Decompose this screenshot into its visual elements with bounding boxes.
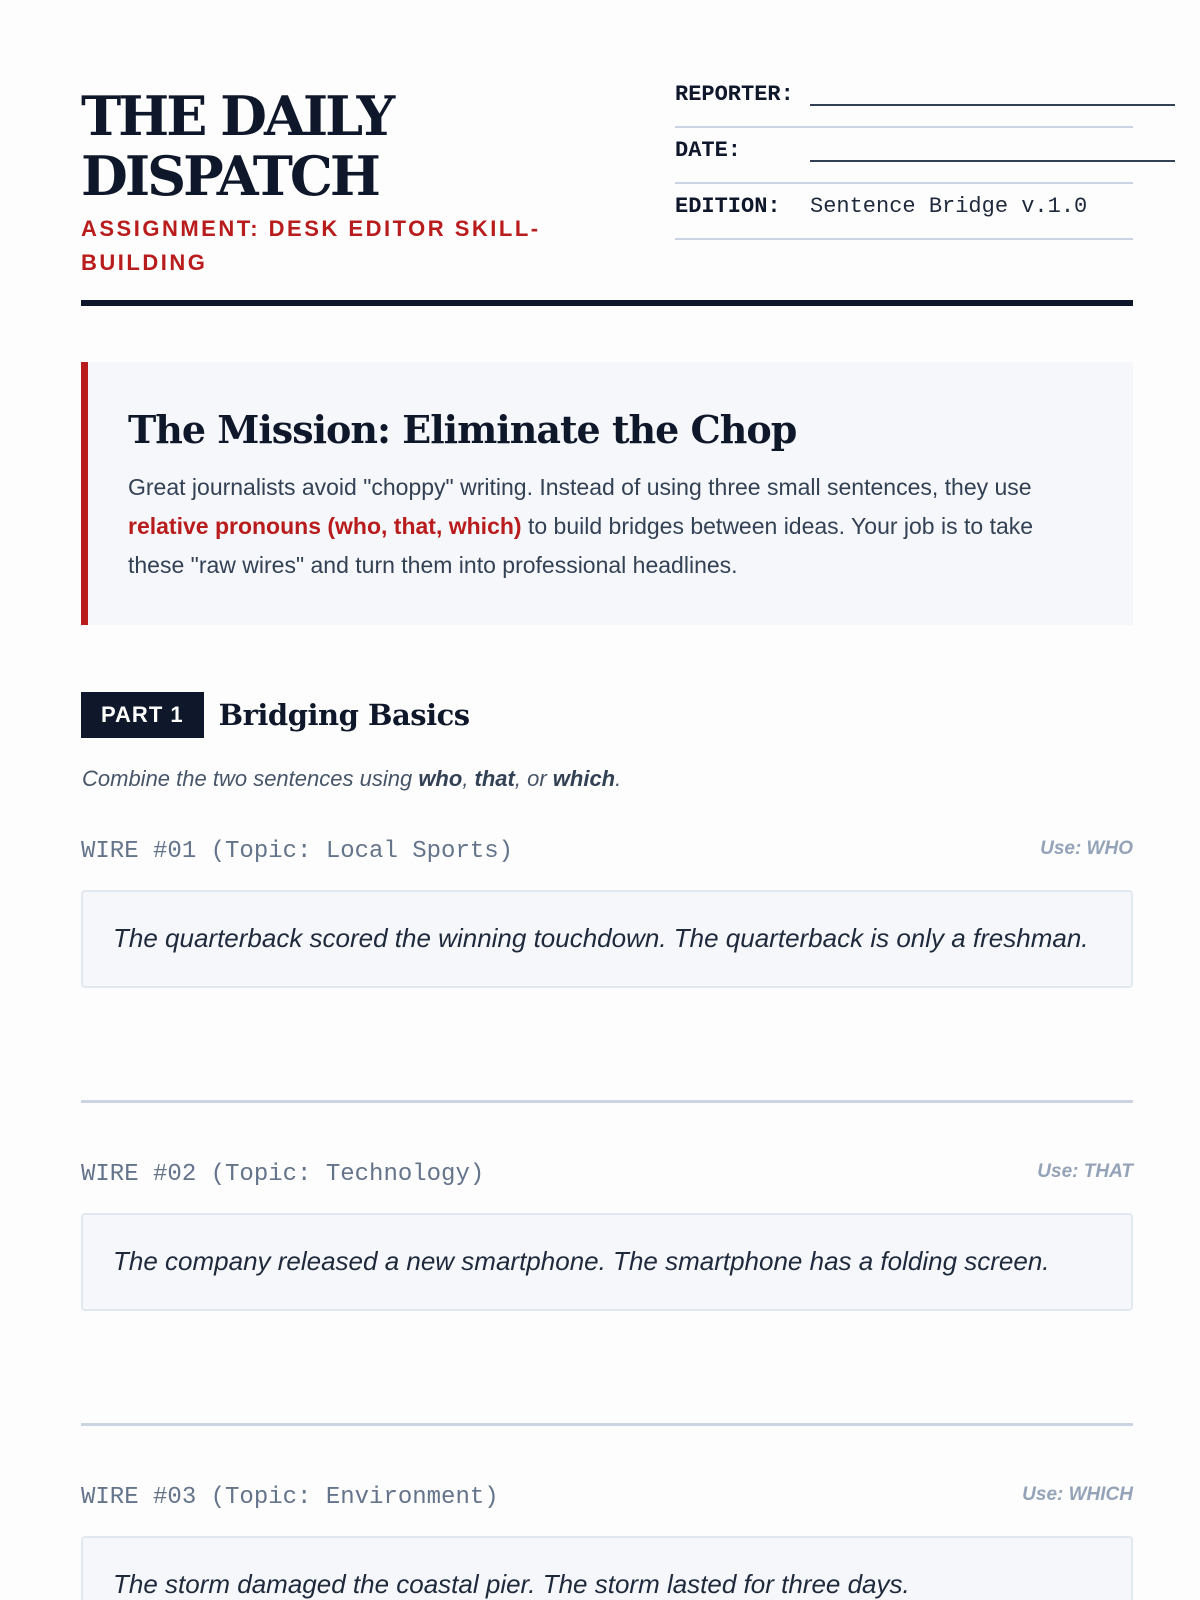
wire-item (81, 832, 1133, 988)
date-row (675, 128, 1133, 184)
date-field[interactable] (810, 160, 1175, 162)
assignment-subtitle: ASSIGNMENT: DESK EDITOR SKILL-BUILDING (81, 216, 541, 275)
instructions-sep-1: , (462, 766, 475, 791)
wire-sentences: The company released a new smartphone. The smartphone has a folding screen. (81, 1213, 1133, 1311)
wire-item (81, 1155, 1133, 1311)
answer-line[interactable] (81, 1100, 1133, 1103)
part-1-header (81, 692, 470, 738)
reporter-label: REPORTER: (675, 82, 794, 107)
wire-label: WIRE #01 (Topic: Local Sports) (81, 838, 514, 865)
wire-label: WIRE #02 (Topic: Technology) (81, 1161, 485, 1188)
reporter-field[interactable] (810, 104, 1175, 106)
wire-pronoun-hint: Use: THAT (1037, 1161, 1133, 1182)
date-label: DATE: (675, 138, 742, 163)
wire-header (81, 1478, 1133, 1512)
wire-pronoun-hint: Use: WHICH (1022, 1484, 1133, 1505)
wire-label: WIRE #03 (Topic: Environment) (81, 1484, 499, 1511)
part-instructions (82, 766, 621, 792)
keyword-which: which (552, 766, 616, 791)
edition-row (675, 184, 1133, 240)
answer-line[interactable] (81, 1423, 1133, 1426)
instructions-suffix: . (615, 766, 622, 791)
part-badge: PART 1 (81, 692, 204, 738)
wire-sentences: The storm damaged the coastal pier. The storm lasted for three days. (81, 1536, 1133, 1600)
meta-fields (675, 72, 1133, 240)
mission-box (81, 362, 1133, 625)
newspaper-title (81, 86, 601, 206)
mission-body-start: Great journalists avoid "choppy" writing. Instead of using three small sentences, they use (128, 474, 1032, 500)
part-title: Bridging Basics (218, 698, 470, 732)
brand-block (81, 86, 601, 280)
mission-body-end: to build bridges between ideas. Your job is to take these "raw wires" and turn them into professional headlines. (128, 513, 1034, 578)
wire-header (81, 1155, 1133, 1189)
mission-body (128, 468, 1085, 585)
wire-item (81, 1478, 1133, 1600)
instructions-prefix: Combine the two sentences using (82, 766, 419, 791)
wire-sentences: The quarterback scored the winning touchdown. The quarterback is only a freshman. (81, 890, 1133, 988)
keyword-that: that (474, 766, 515, 791)
mission-highlight: relative pronouns (who, that, which) (128, 513, 522, 539)
wire-header (81, 832, 1133, 866)
edition-label: EDITION: (675, 194, 781, 219)
instructions-sep-2: , or (514, 766, 553, 791)
masthead-divider (81, 300, 1133, 306)
title-line-1: THE DAILY (81, 84, 393, 148)
wire-pronoun-hint: Use: WHO (1040, 838, 1133, 859)
title-line-2: DISPATCH (81, 144, 378, 208)
keyword-who: who (418, 766, 463, 791)
mission-title: The Mission: Eliminate the Chop (128, 407, 797, 452)
worksheet-page (81, 0, 1133, 1599)
masthead (81, 0, 1133, 311)
reporter-row (675, 72, 1133, 128)
edition-value: Sentence Bridge v.1.0 (810, 194, 1088, 219)
